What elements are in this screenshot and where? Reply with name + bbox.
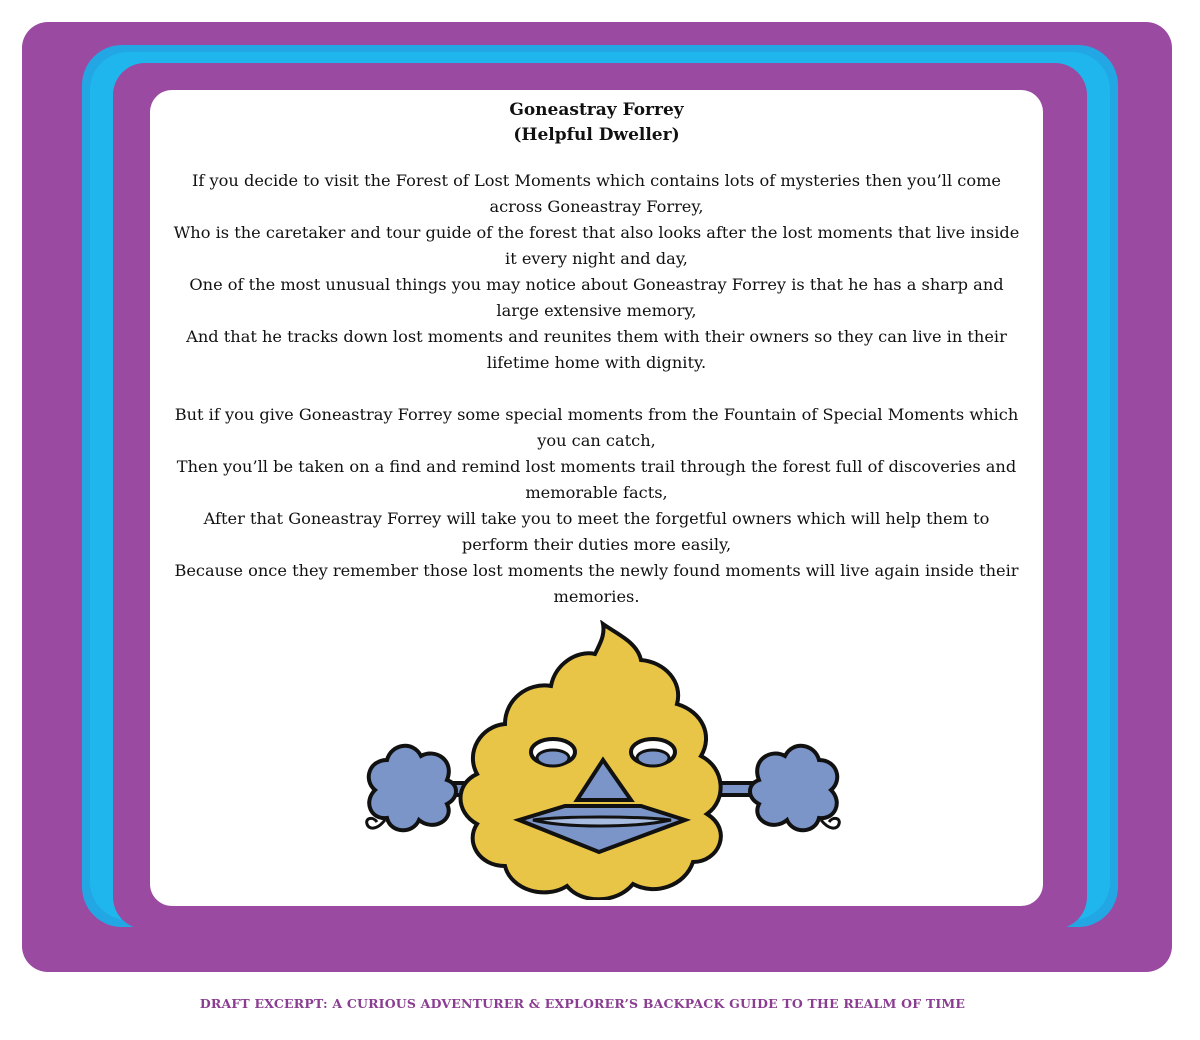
poem-line: Who is the caretaker and tour guide of the forest that also looks after the lost moments that live inside it every night and day, — [173, 223, 1020, 268]
poem-line: Because once they remember those lost moments the newly found moments will live again inside their memories. — [174, 561, 1019, 606]
left-eye-pupil — [537, 750, 569, 766]
poem-line: Then you’ll be taken on a find and remind lost moments trail through the forest full of discoveries and memorable facts, — [176, 457, 1017, 502]
poem-line: And that he tracks down lost moments and reunites them with their owners so they can live in their lifetime home with dignity. — [186, 327, 1007, 372]
title-name: Goneastray Forrey — [509, 100, 684, 120]
creature-body — [461, 624, 721, 899]
poem-line: But if you give Goneastray Forrey some special moments from the Fountain of Special Moments which you can catch, — [174, 405, 1019, 450]
left-ear-puff — [369, 746, 456, 830]
right-ear-puff — [750, 746, 837, 830]
mouth-line — [533, 817, 671, 826]
poem-line: One of the most unusual things you may notice about Goneastray Forrey is that he has a sharp and large extensive memory, — [189, 275, 1004, 320]
content-panel — [150, 90, 1043, 906]
footer-caption: DRAFT EXCERPT: A CURIOUS ADVENTURER & EXPLORER’S BACKPACK GUIDE TO THE REALM OF TIME — [199, 996, 966, 1011]
right-eye-pupil — [637, 750, 669, 766]
poem-line: After that Goneastray Forrey will take you to meet the forgetful owners which will help them to perform their duties more easily, — [203, 509, 990, 554]
stanza-gap — [168, 376, 1025, 402]
page-title — [150, 98, 1043, 148]
poem-line: If you decide to visit the Forest of Lost Moments which contains lots of mysteries then you’ll come across Goneastray Forrey, — [191, 171, 1002, 216]
title-role: (Helpful Dweller) — [513, 125, 680, 145]
poem-text — [168, 168, 1025, 610]
goneastray-forrey-illustration — [355, 620, 845, 900]
